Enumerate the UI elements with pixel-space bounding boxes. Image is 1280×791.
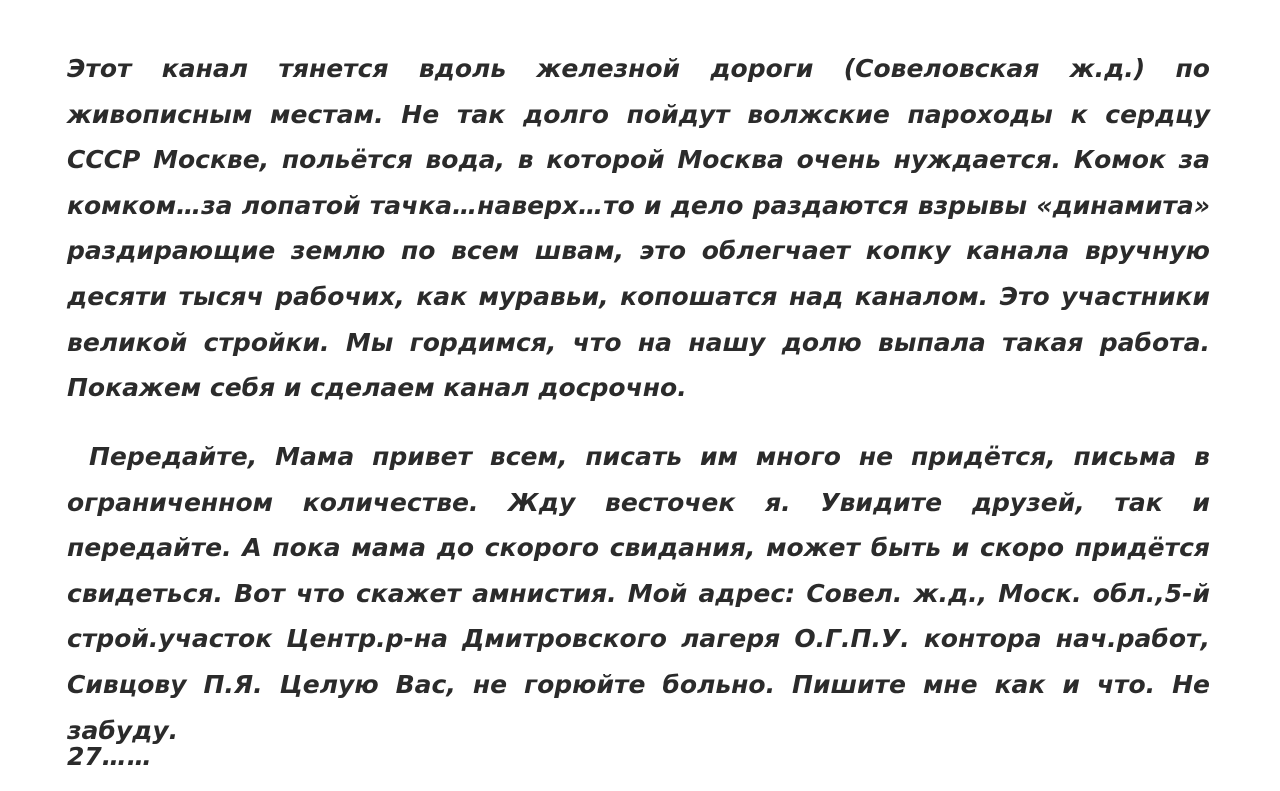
letter-paragraph-1: Этот канал тянется вдоль железной дороги (Совеловская ж.д.) по живописным местам. Не так долго пойдут волжские пароходы к сердцу СССР Москве, польётся вода, в которой Москва очень нуждается. Комок за комком…за лопатой тачка…наверх…то и дело раздаются взрывы «динамита» раздирающие землю по всем швам, это облегчает копку канала вручную десяти тысяч рабочих, как муравьи, копошатся над каналом. Это участники великой стройки. Мы гордимся, что на нашу долю выпала такая работа. Покажем себя и сделаем канал досрочно. xyxy=(67,54,1210,403)
page-number: 27…… xyxy=(67,742,152,771)
letter-paragraph-2: Передайте, Мама привет всем, писать им много не придётся, письма в ограниченном количестве. Жду весточек я. Увидите друзей, так и передайте. А пока мама до скорого свидания, может быть и скоро придётся свидеться. Вот что скажет амнистия. Мой адрес: Совел. ж.д., Моск. обл.,5-й строй.участок Центр.р-на Дмитровского лагеря О.Г.П.У. контора нач.работ, Сивцову П.Я. Целую Вас, не горюйте больно. Пишите мне как и что. Не забуду. xyxy=(67,442,1210,745)
